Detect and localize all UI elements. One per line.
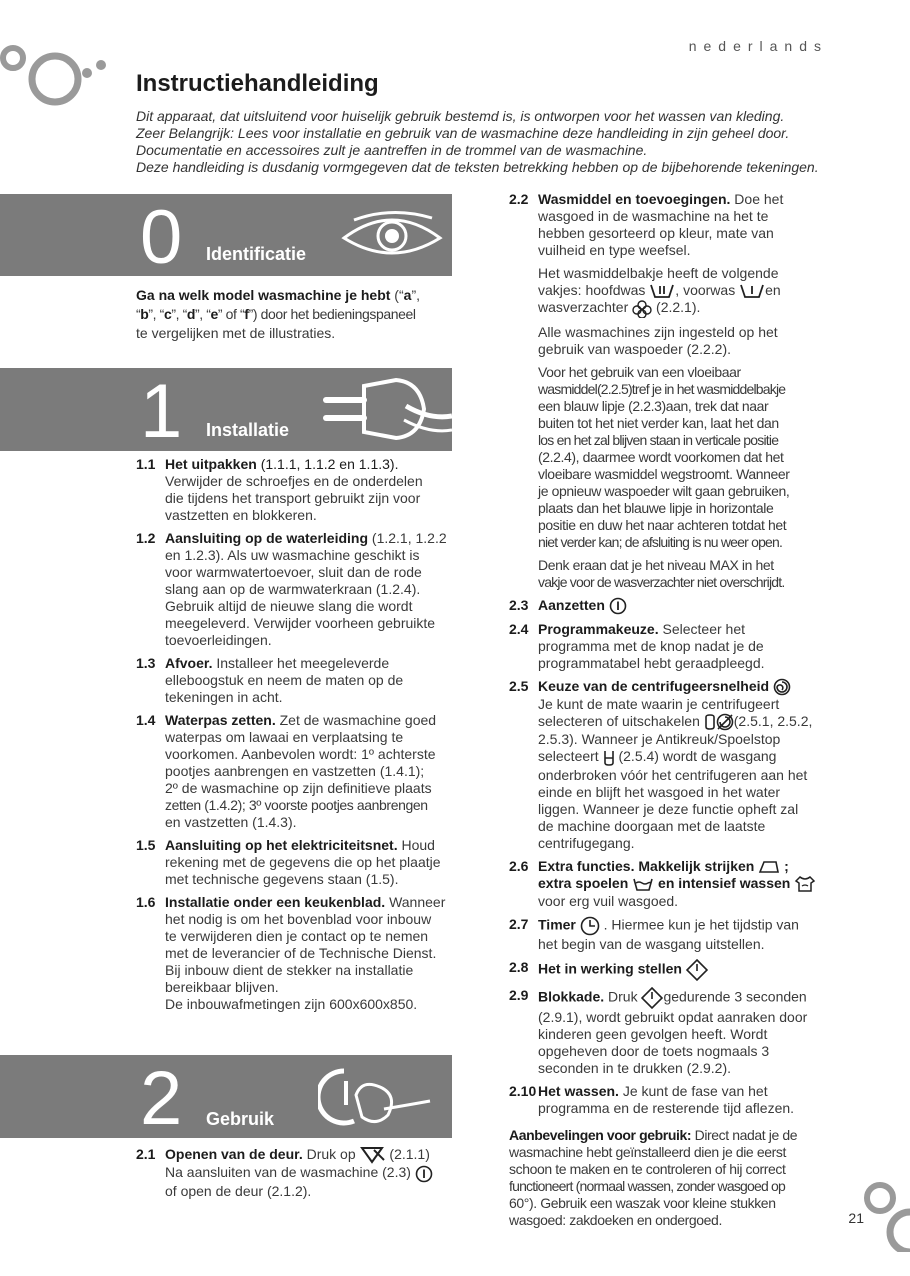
item-line <box>538 875 829 893</box>
text: (2.5.4) wordt de wasgang <box>614 748 777 765</box>
installatie-list <box>136 456 456 1019</box>
section-banner-installatie <box>0 368 452 451</box>
item-line <box>165 712 456 729</box>
text: vakjes: hoofdwas <box>538 282 650 298</box>
text: ; <box>780 857 789 874</box>
hand-button-icon <box>318 1065 442 1131</box>
text: en <box>765 282 781 298</box>
list-item <box>509 1083 829 1117</box>
item-line: niet verder kan; de afsluiting is nu weer open. <box>538 533 783 550</box>
item-line: los en het zal blijven staan in verticale positie <box>538 431 779 448</box>
text: (“ <box>390 287 404 303</box>
text: Je kunt de fase van het <box>618 1083 768 1100</box>
list-item <box>136 1146 456 1200</box>
text: ”, “ <box>148 306 164 322</box>
item-line: einde en blijft het wasgoed in het water <box>538 783 781 800</box>
item-number: 2.7 <box>509 916 529 933</box>
list-item <box>136 530 456 649</box>
model-letter: d <box>186 306 195 322</box>
item-line: programma en de resterende tijd aflezen. <box>538 1100 795 1117</box>
text: . Hiermee kun je het tijdstip van <box>599 917 799 934</box>
item-line: schoon te maken en te controleren of hij correct <box>509 1161 786 1178</box>
model-letter: f <box>244 306 249 322</box>
item-line <box>538 713 829 731</box>
item-line: het begin van de wasgang uitstellen. <box>538 936 765 953</box>
text: gedurende 3 seconden <box>663 989 807 1006</box>
intro-line: Documentatie en accessoires zult je aantreffen in de trommel van de wasmachine. <box>136 142 648 158</box>
identificatie-lead: Ga na welk model wasmachine je hebt <box>136 287 391 303</box>
item-line <box>165 1164 456 1182</box>
text: Doe het <box>730 191 784 207</box>
section-banner-gebruik <box>0 1055 452 1138</box>
item-number: 1.5 <box>136 837 156 853</box>
item-title: en intensief wassen <box>654 875 791 892</box>
item-line: Alle wasmachines zijn ingesteld op het <box>538 323 778 340</box>
item-line <box>165 837 456 854</box>
decorative-circles-footer <box>858 1176 910 1252</box>
section-number: 0 <box>140 195 183 276</box>
item-line: te verwijderen dien je contact op te nemen <box>165 928 429 944</box>
item-title: Het uitpakken <box>165 456 257 472</box>
item-number: 1.6 <box>136 894 156 910</box>
item-number: 1.2 <box>136 530 156 546</box>
list-item <box>509 858 829 911</box>
item-line <box>538 987 829 1009</box>
power-icon <box>415 1165 433 1183</box>
item-number: 2.8 <box>509 959 529 976</box>
item-number: 2.1 <box>136 1146 156 1162</box>
item-title: Aansluiting op de waterleiding <box>165 530 369 546</box>
item-line: De inbouwafmetingen zijn 600x600x850. <box>165 996 418 1012</box>
text: Installeer het meegeleverde <box>212 655 390 671</box>
item-line: Je kunt de mate waarin je centrifugeert <box>538 696 780 713</box>
identificatie-text <box>136 286 456 343</box>
item-line: Voor het gebruik van een vloeibaar <box>538 363 741 380</box>
model-letter: c <box>163 306 172 322</box>
item-line: seconden in te drukken (2.9.2). <box>538 1060 732 1077</box>
item-line: wasgoed: zakdoeken en ondergoed. <box>509 1212 722 1229</box>
text: ”) door het bedieningspaneel <box>248 306 416 322</box>
language-label: nederlands <box>688 38 828 54</box>
gebruik-left <box>136 1146 456 1206</box>
item-line <box>538 858 829 875</box>
text: , voorwas <box>675 282 740 298</box>
text: Houd <box>397 837 435 853</box>
item-line: tekeningen in acht. <box>165 689 283 705</box>
item-line: een blauw lipje (2.2.3)aan, trek dat naar <box>538 397 769 414</box>
item-number: 2.6 <box>509 857 529 874</box>
item-number: 2.4 <box>509 620 529 637</box>
item-line: met technische gegevens staan (1.5). <box>165 871 399 887</box>
model-letter: b <box>140 306 149 322</box>
text: ” of “ <box>217 306 245 322</box>
text: (1.2.1, 1.2.2 <box>368 530 447 546</box>
text: ”, “ <box>195 306 211 322</box>
softener-flower-icon <box>632 300 652 318</box>
item-line: plaats dan het blauwe lipje in horizontale <box>538 499 774 516</box>
list-item <box>509 191 829 259</box>
text: “ <box>136 306 141 322</box>
start-pause-icon <box>641 987 663 1009</box>
item-title: extra spoelen <box>538 875 629 892</box>
text: Druk <box>604 989 642 1006</box>
item-line: onderbroken vóór het centrifugeren aan het <box>538 766 808 783</box>
section-number: 2 <box>140 1056 183 1138</box>
item-number: 1.1 <box>136 456 156 472</box>
item-line <box>165 655 456 672</box>
item-line: voor warmwatertoevoer, sluit dan de rode <box>165 564 422 580</box>
item-line: vakje voor de wasverzachter niet overschrijdt. <box>538 573 785 590</box>
item-title: Aansluiting op het elektriciteitsnet. <box>165 837 398 853</box>
item-line: wasmachine hebt geïnstalleerd dien je die eerst <box>509 1144 786 1161</box>
item-number: 1.4 <box>136 712 156 728</box>
paragraph <box>509 324 829 358</box>
item-line: Verwijder de schroefjes en de onderdelen <box>165 473 423 489</box>
intensive-wash-icon <box>794 875 816 893</box>
item-line: zetten (1.4.2); 3º voorste pootjes aanbrengen <box>165 797 428 813</box>
item-line: hebben gesorteerd op kleur, mate van <box>538 225 774 241</box>
item-number: 2.9 <box>509 987 529 1004</box>
page-title: Instructiehandleiding <box>136 70 379 97</box>
item-line: je opnieuw waspoeder wilt gaan gebruiken, <box>538 482 790 499</box>
item-line: vuilheid en type weefsel. <box>538 242 691 258</box>
item-title: Blokkade. <box>538 989 605 1006</box>
item-line: rekening met de gegevens die op het plaatje <box>165 854 441 870</box>
identificatie-line: te vergelijken met de illustraties. <box>136 325 336 341</box>
section-label: Gebruik <box>206 1109 275 1129</box>
text: Druk op <box>302 1146 356 1162</box>
item-line <box>165 1146 456 1164</box>
item-line: de machine doorgaan met de laatste <box>538 817 766 834</box>
item-line: 60°). Gebruik een waszak voor kleine stukken <box>509 1195 776 1212</box>
intro-line: Dit apparaat, dat uitsluitend voor huiselijk gebruik bestemd is, is ontworpen voor het wassen van kleding. <box>136 108 785 124</box>
text: selecteren of uitschakelen <box>538 713 704 730</box>
item-number: 1.3 <box>136 655 156 671</box>
easy-iron-icon <box>758 859 780 875</box>
item-title: Waterpas zetten. <box>165 712 276 728</box>
item-line: waterpas om lawaai en verplaatsing te <box>165 729 404 745</box>
item-line: 2.5.3). Wanneer je Antikreuk/Spoelstop <box>538 731 781 748</box>
item-line: slang aan op de warmwaterkraan (1.2.4). <box>165 581 421 597</box>
text: Selecteer het <box>658 620 745 637</box>
item-line: meegeleverd. Verwijder voorheen gebruikte <box>165 615 436 631</box>
item-number: 2.10 <box>509 1083 537 1100</box>
decorative-circles-logo <box>0 36 112 112</box>
item-line: of open de deur (2.1.2). <box>165 1182 312 1199</box>
item-line: vloeibare wasmiddel wegstroomt. Wanneer <box>538 465 790 482</box>
model-letter: e <box>210 306 218 322</box>
section-banner-identificatie <box>0 194 452 276</box>
extra-rinse-icon <box>632 876 654 892</box>
section-label: Installatie <box>206 420 290 440</box>
item-number: 2.5 <box>509 677 529 694</box>
item-line: Gebruik altijd de nieuwe slang die wordt <box>165 598 413 614</box>
item-line: vastzetten en blokkeren. <box>165 507 317 523</box>
item-line: elleboogstuk en neem de maten op de <box>165 672 404 688</box>
list-item <box>509 597 829 615</box>
list-item <box>509 916 829 953</box>
item-title: Afvoer. <box>165 655 213 671</box>
intro-line: Deze handleiding is dusdanig vormgegeven dat de teksten betrekking hebben op de bijbehorende tekeningen. <box>136 159 819 175</box>
eye-icon <box>340 208 444 264</box>
item-line <box>538 282 829 299</box>
start-pause-icon <box>686 959 708 981</box>
power-icon <box>609 597 627 615</box>
item-title: Het wassen. <box>538 1083 619 1100</box>
text: (2.1.1) <box>385 1146 430 1162</box>
item-line <box>538 191 829 208</box>
item-number: 2.3 <box>509 596 529 613</box>
item-title: Wasmiddel en toevoegingen. <box>538 191 731 207</box>
item-title: Extra functies. Makkelijk strijken <box>538 857 755 874</box>
item-line <box>538 959 829 981</box>
item-line: het nodig is om het bovenblad voor inbouw <box>165 911 432 927</box>
item-line: buiten tot het niet verder kan, laat het dan <box>538 414 779 431</box>
item-line: toevoerleidingen. <box>165 632 272 648</box>
item-line: bereikbaar blijven. <box>165 979 279 995</box>
list-item <box>509 987 829 1077</box>
model-letter: a <box>403 287 412 303</box>
identificatie-line <box>136 286 456 305</box>
prewash-icon <box>739 283 765 299</box>
item-line: en vastzetten (1.4.3). <box>165 814 297 830</box>
item-line: wasgoed in de wasmachine na het te <box>538 208 769 224</box>
intro-text <box>136 108 856 176</box>
item-line: die tijdens het transport gebruikt zijn voor <box>165 490 421 506</box>
item-title: Aanzetten <box>538 596 605 613</box>
text: wasverzachter <box>538 299 633 316</box>
item-line: pootjes aanbrengen en vastzetten (1.4.1); <box>165 763 425 779</box>
text: Zet de wasmachine goed <box>275 712 437 728</box>
item-line: en 1.2.3). Als uw wasmachine geschikt is <box>165 547 420 563</box>
section-number: 1 <box>140 369 183 451</box>
list-item <box>509 678 829 852</box>
section-label: Identificatie <box>206 244 307 264</box>
recommendations <box>509 1127 829 1229</box>
list-item <box>136 712 456 831</box>
item-line: met de leverancier of de Technische Dienst. <box>165 945 437 961</box>
spin-cancel-icon <box>716 713 734 731</box>
list-item <box>136 655 456 706</box>
item-title: Timer <box>538 917 576 934</box>
intro-line: Zeer Belangrijk: Lees voor installatie en gebruik van de wasmachine deze handleiding in zijn geheel door. <box>136 125 790 141</box>
paragraph <box>509 557 829 591</box>
door-open-icon <box>360 1146 386 1164</box>
text: selecteert <box>538 748 603 765</box>
item-line: wasmiddel(2.2.5)tref je in het wasmiddelbakje <box>538 380 786 397</box>
text: (2.2.1). <box>652 299 701 316</box>
item-line <box>538 748 829 766</box>
item-line: (2.9.1), wordt gebruikt opdat aanraken door <box>538 1009 808 1026</box>
page-number: 21 <box>848 1210 864 1226</box>
item-line <box>538 678 829 696</box>
text: ”, “ <box>171 306 187 322</box>
item-title: Keuze van de centrifugeersnelheid <box>538 677 770 694</box>
item-line <box>509 1127 829 1144</box>
item-line <box>538 299 829 317</box>
item-line: functioneert (normaal wassen, zonder wasgoed op <box>509 1178 786 1195</box>
item-number: 2.2 <box>509 191 529 207</box>
item-line: centrifugegang. <box>538 834 635 851</box>
item-line <box>538 597 829 615</box>
item-line: gebruik van waspoeder (2.2.2). <box>538 340 731 357</box>
item-line <box>165 456 456 473</box>
main-wash-icon <box>649 283 675 299</box>
item-line: Denk eraan dat je het niveau MAX in het <box>538 556 774 573</box>
rinse-hold-icon <box>603 749 615 767</box>
list-item <box>136 456 456 524</box>
gebruik-right <box>509 191 829 1235</box>
item-line <box>538 916 829 936</box>
item-line: programma met de knop nadat je de <box>538 637 764 654</box>
item-line: liggen. Wanneer je deze functie opheft zal <box>538 800 799 817</box>
item-line <box>538 1083 829 1100</box>
item-line: Het wasmiddelbakje heeft de volgende <box>538 265 779 281</box>
item-line: kinderen geen gevolgen heeft. Wordt <box>538 1026 768 1043</box>
list-item <box>136 837 456 888</box>
item-line: (2.2.4), daarmee wordt voorkomen dat het <box>538 448 784 465</box>
paragraph <box>509 364 829 551</box>
item-line: opgeheven door de toets nogmaals 3 <box>538 1043 770 1060</box>
item-title: Openen van de deur. <box>165 1146 303 1162</box>
item-line: programmatabel hebt geraadpleegd. <box>538 654 765 671</box>
item-line: voorkomen. Aanbevolen wordt: 1º achterste <box>165 746 436 762</box>
item-title: Het in werking stellen <box>538 961 682 978</box>
list-item <box>509 621 829 672</box>
item-line <box>165 530 456 547</box>
text: Direct nadat je de <box>691 1127 798 1144</box>
text: Wanneer <box>385 894 446 910</box>
item-title: Installatie onder een keukenblad. <box>165 894 386 910</box>
item-line: voor erg vuil wasgoed. <box>538 893 679 910</box>
timer-icon <box>580 916 600 936</box>
text: ”, <box>411 287 420 303</box>
item-line: positie en duw het naar achteren totdat het <box>538 516 787 533</box>
no-spin-icon <box>704 713 716 731</box>
text: (2.5.1, 2.5.2, <box>733 713 813 730</box>
item-line <box>538 621 829 638</box>
item-line: Bij inbouw dient de stekker na installatie <box>165 962 414 978</box>
text: Na aansluiten van de wasmachine (2.3) <box>165 1164 411 1181</box>
text: (1.1.1, 1.1.2 en 1.1.3). <box>256 456 399 472</box>
identificatie-line <box>136 305 456 324</box>
list-item <box>136 894 456 1013</box>
item-line: 2º de wasmachine op zijn definitieve plaats <box>165 780 432 796</box>
plug-icon <box>320 376 452 446</box>
list-item <box>509 959 829 981</box>
paragraph <box>509 265 829 318</box>
spin-icon <box>773 678 791 696</box>
item-title: Aanbevelingen voor gebruik: <box>509 1127 692 1144</box>
item-title: Programmakeuze. <box>538 620 659 637</box>
item-line <box>165 894 456 911</box>
